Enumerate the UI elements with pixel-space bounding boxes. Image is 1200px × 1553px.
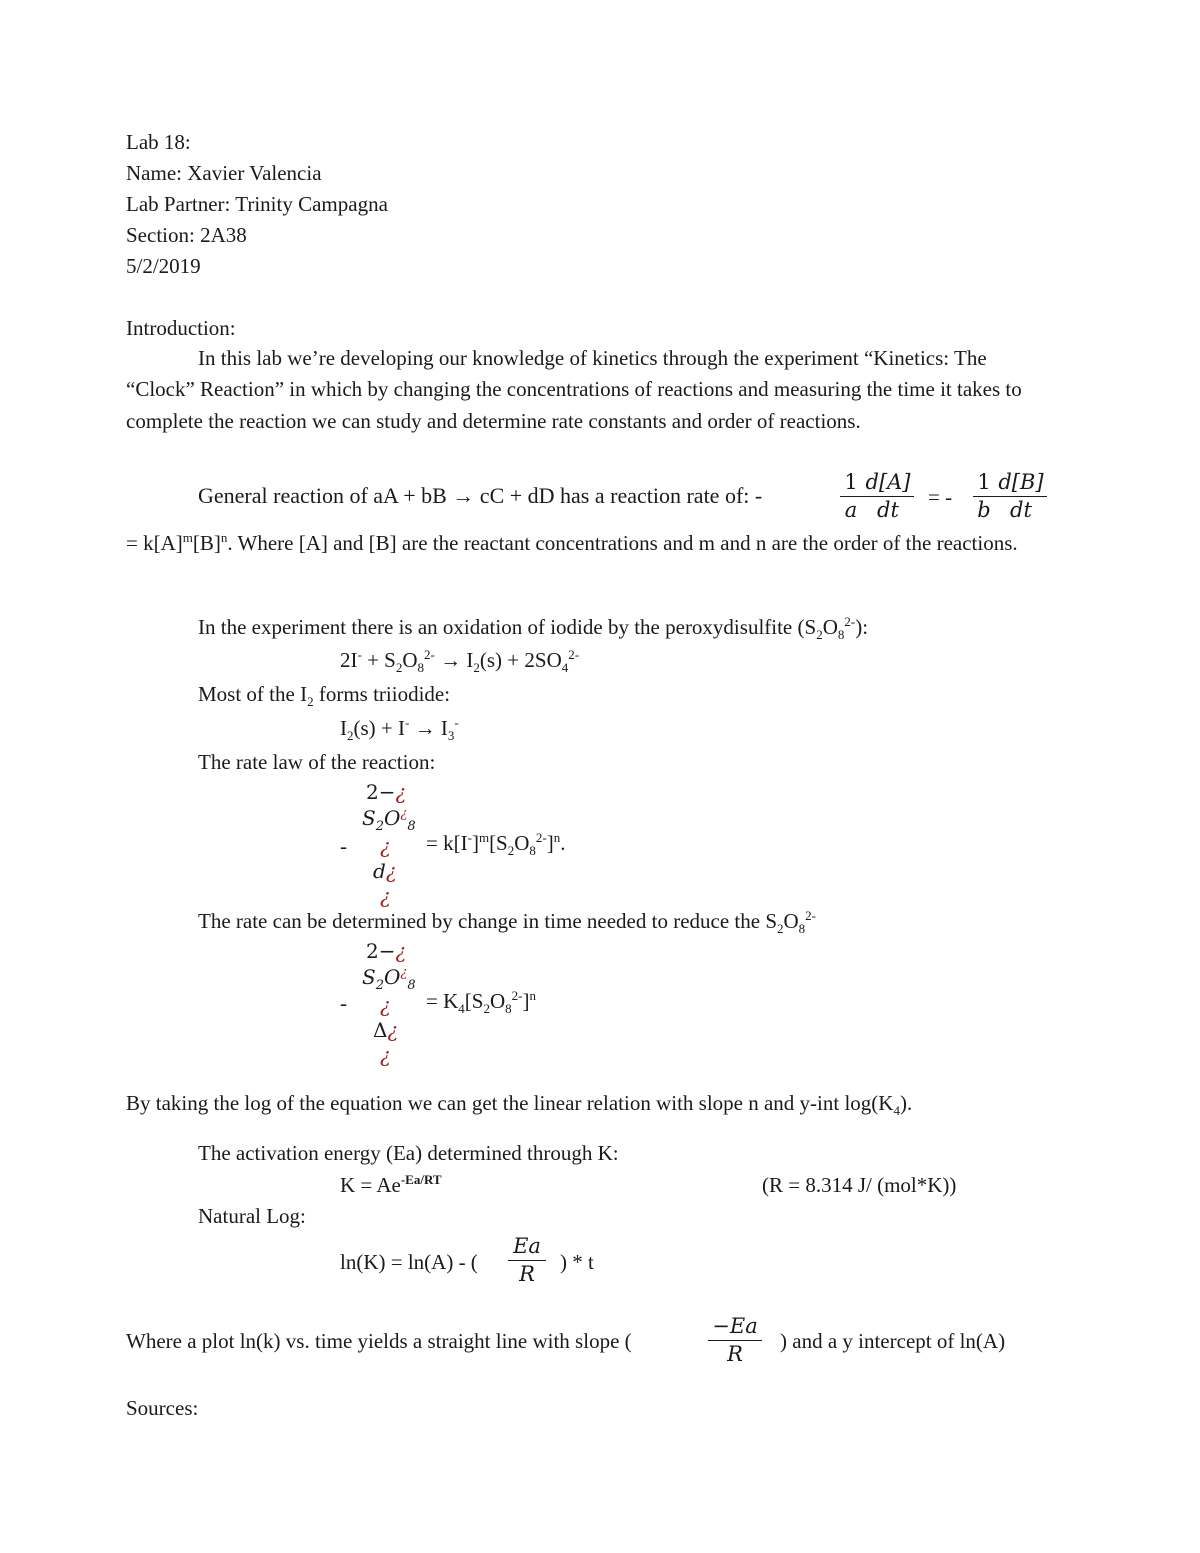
- fraction-dB-dt: d[B] dt: [995, 472, 1047, 521]
- eq1-stack-line3: ¿: [380, 834, 391, 858]
- eq2-stack-line3: ¿: [380, 993, 391, 1017]
- eq2-stack-line5: ¿: [380, 1043, 391, 1067]
- student-name: Name: Xavier Valencia: [126, 161, 322, 185]
- date: 5/2/2019: [126, 254, 201, 278]
- fraction-1-over-a: 1 a: [840, 472, 862, 521]
- natural-log-label: Natural Log:: [198, 1204, 306, 1228]
- reaction-2: $I_2(s) + I^- \to I_3^-$: [340, 715, 459, 744]
- rate-law-label: The rate law of the reaction:: [198, 750, 436, 774]
- log-line: By taking the log of the equation we can get the linear relation with slope n and y-int $\log(K_4)$.: [126, 1091, 913, 1119]
- eq2-stack-line4: Δ¿: [373, 1018, 399, 1042]
- eq1-minus: -: [340, 834, 347, 858]
- eq2-stack-line1: 2−¿: [366, 939, 407, 963]
- ln-equation-left: ln(K) = ln(A) - (: [340, 1250, 478, 1274]
- eq1-stack-line1: 2−¿: [366, 780, 407, 804]
- intro-heading: Introduction:: [126, 316, 236, 340]
- lab-partner: Lab Partner: Trinity Campagna: [126, 192, 388, 216]
- slope-line-right: ) and a y intercept of ln(A): [780, 1329, 1006, 1353]
- activation-intro: The activation energy (Ea) determined through K:: [198, 1141, 619, 1165]
- eq2-minus: -: [340, 991, 347, 1015]
- reaction-1: $2I^- + S_2O_8^{2-} \to I_2(s) + 2SO_4^{2-}$: [340, 647, 580, 676]
- eq2-rhs: = $K_4[S_2O_8^{2-}]^n$: [426, 988, 536, 1017]
- ea-over-r-fraction: Ea R: [508, 1236, 546, 1285]
- rate-change-line: The rate can be determined by change in time needed to reduce the $S_2O_8^{2-}$: [198, 908, 817, 937]
- equals-minus: = -: [928, 485, 953, 509]
- sources-heading: Sources:: [126, 1396, 199, 1420]
- ln-equation-right: ) * t: [560, 1250, 594, 1274]
- neg-ea-over-r-fraction: −Ea R: [708, 1316, 762, 1365]
- fraction-1-over-b: 1 b: [973, 472, 995, 521]
- intro-paragraph: [126, 343, 1046, 437]
- eq2-stack-line2: $S_2O^¿_8$: [362, 965, 416, 993]
- gas-constant: (R = 8.314 J/ (mol*K)): [762, 1173, 957, 1197]
- general-reaction: General reaction of aA + bB → cC + dD has a reaction rate of: -: [198, 483, 763, 508]
- eq1-stack-line2: $S_2O^¿_8$: [362, 806, 416, 834]
- lab-number: Lab 18:: [126, 130, 191, 154]
- eq1-stack-line5: ¿: [380, 884, 391, 908]
- oxidation-line: In the experiment there is an oxidation of iodide by the peroxydisulfite $(S_2O_8^{2-})$:: [198, 614, 869, 643]
- rate-law-paragraph: = $k[A]^m[B]^n$. Where [A] and [B] are the reactant concentrations and m and n are the order of the reactions.: [126, 530, 1018, 555]
- arrhenius-equation: $K = Ae^{-Ea/RT}$: [340, 1172, 442, 1197]
- eq1-stack-line4: d¿: [373, 859, 397, 883]
- section: Section: 2A38: [126, 223, 247, 247]
- intro-paragraph-text: In this lab we’re developing our knowledge of kinetics through the experiment “Kinetics: The “Clock” Reaction” in which by changing the concentrations of reactions and measuring the time it takes to complete the reaction we can study and determine rate constants and order of reactions.: [126, 346, 1022, 433]
- triiodide-line: Most of the $I_2$ forms triiodide:: [198, 682, 451, 710]
- eq1-rhs: = $k[I^-]^m[S_2O_8^{2-}]^n$.: [426, 830, 566, 859]
- slope-line-left: Where a plot ln(k) vs. time yields a straight line with slope (: [126, 1329, 632, 1353]
- fraction-dA-dt: d[A] dt: [862, 472, 914, 521]
